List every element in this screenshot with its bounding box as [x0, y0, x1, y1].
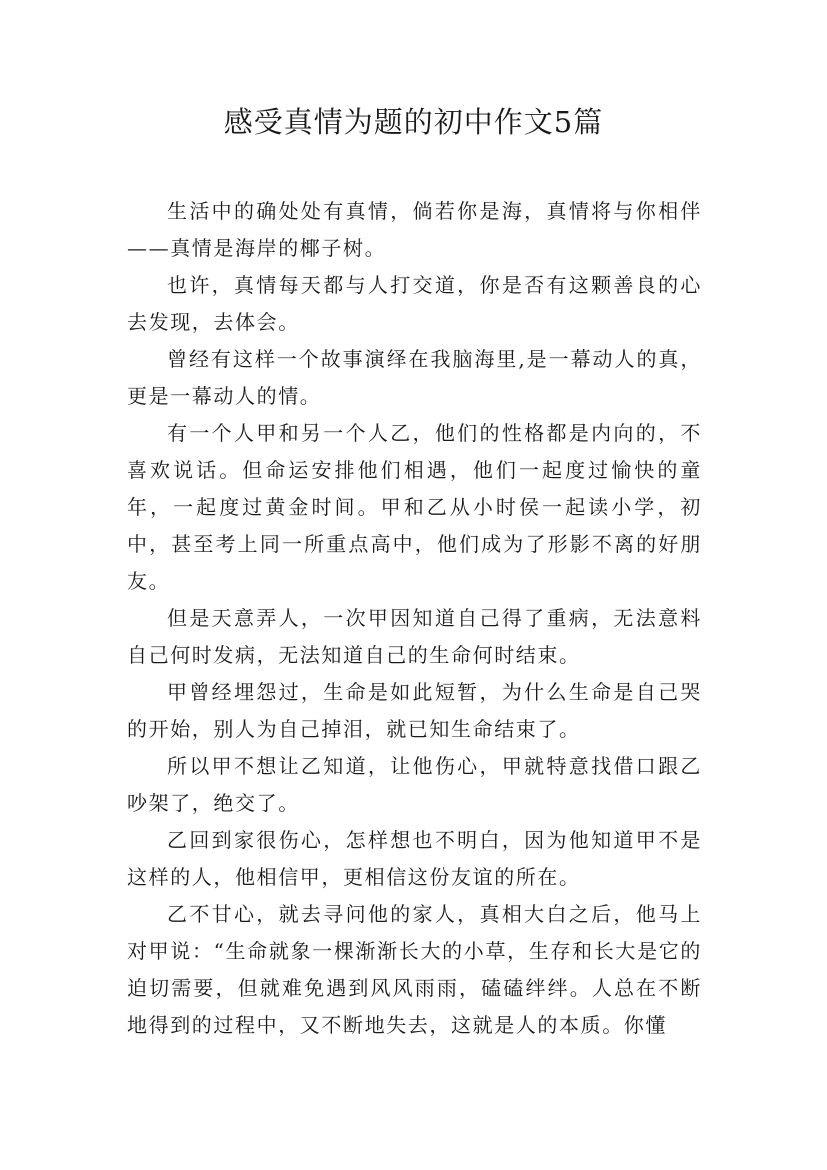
paragraph: 但是天意弄人，一次甲因知道自己得了重病，无法意料自己何时发病，无法知道自己的生命何时结束。 — [127, 606, 702, 667]
paragraph: 乙回到家很伤心，怎样想也不明白，因为他知道甲不是这样的人，他相信甲，更相信这份友谊的所在。 — [127, 828, 702, 889]
paragraph: 生活中的确处处有真情，倘若你是海，真情将与你相伴——真情是海岸的椰子树。 — [127, 199, 702, 260]
paragraph: 曾经有这样一个故事演绎在我脑海里,是一幕动人的真，更是一幕动人的情。 — [127, 347, 702, 408]
paragraph: 乙不甘心，就去寻问他的家人，真相大白之后，他马上对甲说：“生命就象一棵渐渐长大的小草，生存和长大是它的迫切需要，但就难免遇到风风雨雨，磕磕绊绊。人总在不断地得到的过程中，又不断地失去，这就是人的本质。你懂 — [127, 902, 702, 1037]
document-body — [127, 193, 702, 1044]
paragraph: 也许，真情每天都与人打交道，你是否有这颗善良的心去发现，去体会。 — [127, 273, 702, 334]
paragraph: 甲曾经埋怨过，生命是如此短暂，为什么生命是自己哭的开始，别人为自己掉泪，就已知生命结束了。 — [127, 680, 702, 741]
paragraph: 有一个人甲和另一个人乙，他们的性格都是内向的，不喜欢说话。但命运安排他们相遇，他们一起度过愉快的童年，一起度过黄金时间。甲和乙从小时侯一起读小学，初中，甚至考上同一所重点高中，他们成为了形影不离的好朋友。 — [127, 421, 702, 593]
document-title: 感受真情为题的初中作文5篇 — [223, 105, 604, 139]
paragraph: 所以甲不想让乙知道，让他伤心，甲就特意找借口跟乙吵架了，绝交了。 — [127, 754, 702, 815]
